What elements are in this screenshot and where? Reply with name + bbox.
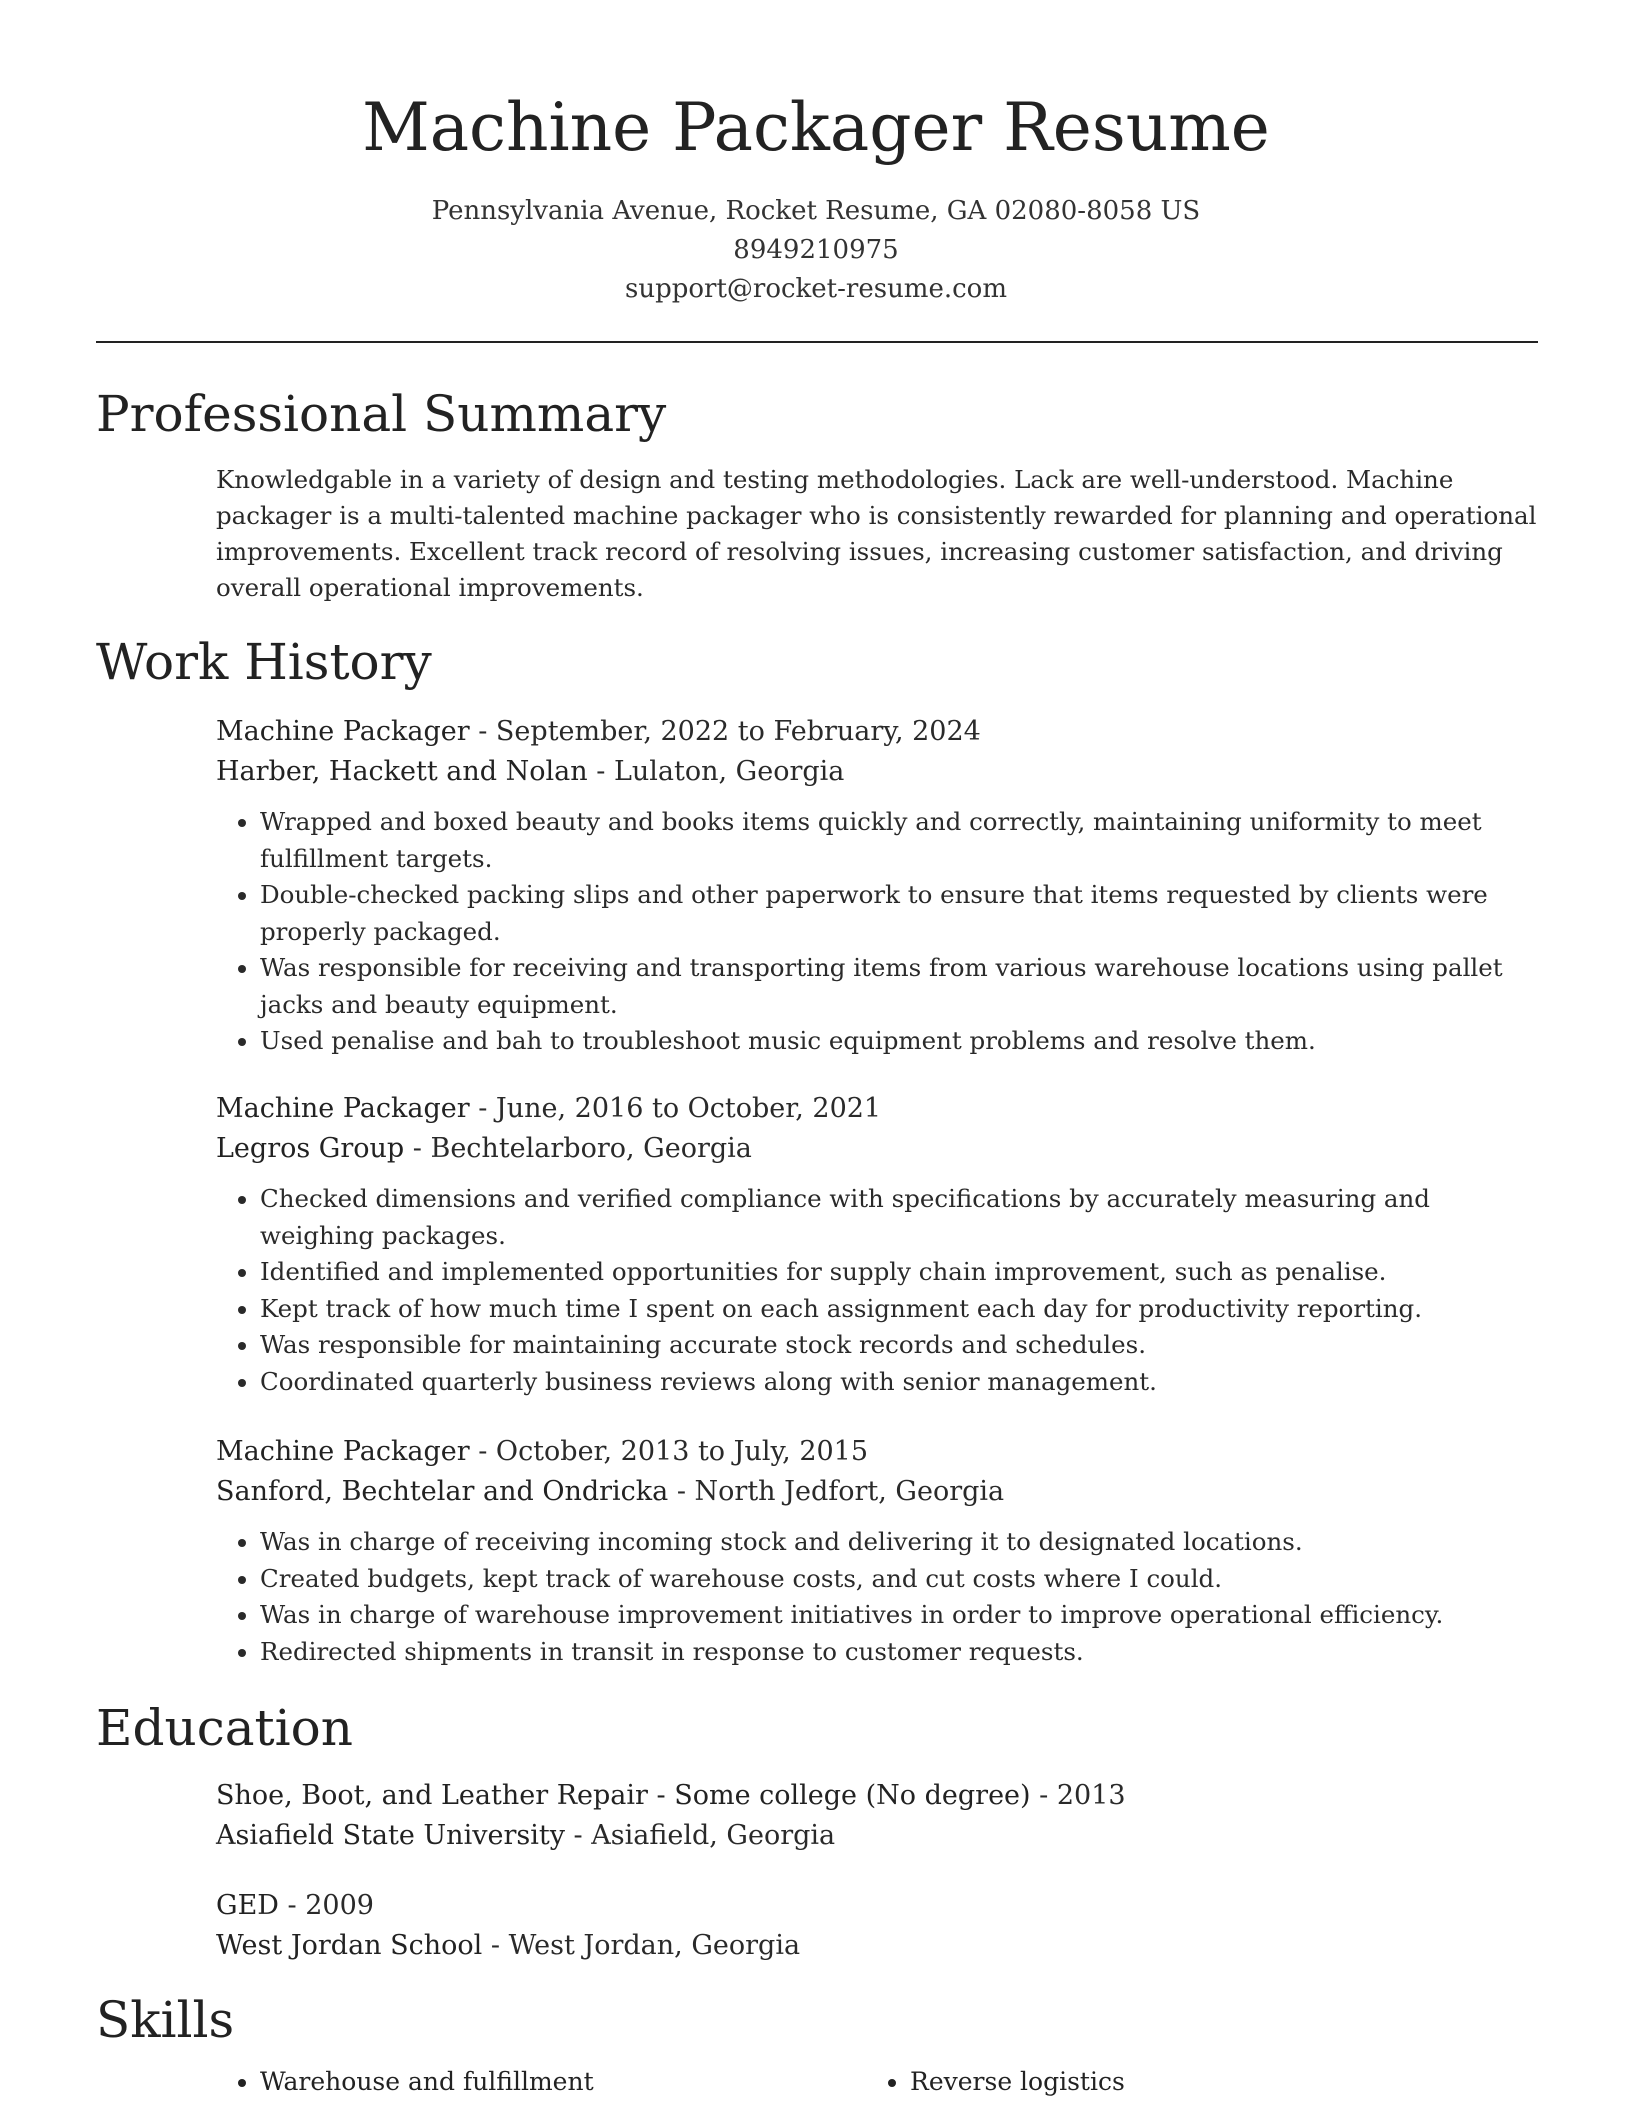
job-entry-3 bbox=[216, 1432, 1546, 1670]
skill-item: • Reverse logistics bbox=[910, 2064, 1125, 2100]
summary-section bbox=[216, 462, 1546, 606]
job-title-line bbox=[216, 1089, 1546, 1129]
job-company-line bbox=[216, 1129, 1546, 1169]
education-degree-line bbox=[216, 1776, 1546, 1816]
job-company: Harber, Hackett and Nolan bbox=[216, 756, 588, 787]
work-history-heading: Work History bbox=[96, 633, 432, 691]
list-item: • Was responsible for receiving and transporting items from various warehouse locations using pallet jacks and beauty equipment. bbox=[260, 950, 1546, 1023]
education-school: Asiafield State University bbox=[216, 1820, 565, 1851]
job-role: Machine Packager bbox=[216, 1093, 470, 1124]
skill-item: • Warehouse and fulfillment bbox=[260, 2064, 594, 2100]
education-location: - Asiafield, Georgia bbox=[564, 1820, 836, 1851]
job-company: Sanford, Bechtelar and Ondricka bbox=[216, 1476, 669, 1507]
list-item: • Kept track of how much time I spent on each assignment each day for productivity reporting. bbox=[260, 1291, 1546, 1328]
education-entry-2 bbox=[216, 1886, 1546, 1966]
job-bullets bbox=[216, 1524, 1546, 1670]
resume-header bbox=[0, 0, 1632, 309]
education-year: - 2013 bbox=[1030, 1780, 1126, 1811]
job-role: Machine Packager bbox=[216, 716, 470, 747]
job-title-line bbox=[216, 712, 1546, 752]
education-degree-line bbox=[216, 1886, 1546, 1926]
list-item: • Wrapped and boxed beauty and books items quickly and correctly, maintaining uniformity to meet fulfillment targets. bbox=[260, 804, 1546, 877]
job-dates: - September, 2022 to February, 2024 bbox=[469, 716, 981, 747]
education-entry-1 bbox=[216, 1776, 1546, 1856]
contact-email: support@rocket-resume.com bbox=[624, 274, 1007, 304]
contact-phone: 8949210975 bbox=[733, 235, 899, 265]
list-item: • Created budgets, kept track of warehouse costs, and cut costs where I could. bbox=[260, 1561, 1546, 1598]
job-bullets bbox=[216, 1181, 1546, 1400]
job-entry-1 bbox=[216, 712, 1546, 1060]
education-school-line bbox=[216, 1926, 1546, 1966]
education-school-line bbox=[216, 1816, 1546, 1856]
resume-title: Machine Packager Resume bbox=[362, 89, 1270, 166]
education-degree: Shoe, Boot, and Leather Repair - Some college (No degree) bbox=[216, 1780, 1031, 1811]
education-location: - West Jordan, Georgia bbox=[482, 1930, 801, 1961]
skills-column-left bbox=[216, 2064, 594, 2100]
list-item: • Checked dimensions and verified compliance with specifications by accurately measuring and weighing packages. bbox=[260, 1181, 1546, 1254]
list-item: • Was responsible for maintaining accurate stock records and schedules. bbox=[260, 1327, 1546, 1364]
skills-column-right bbox=[866, 2064, 1125, 2100]
list-item: • Coordinated quarterly business reviews along with senior management. bbox=[260, 1364, 1546, 1401]
job-location: - Lulaton, Georgia bbox=[587, 756, 845, 787]
list-item: • Double-checked packing slips and other paperwork to ensure that items requested by clients were properly packaged. bbox=[260, 877, 1546, 950]
list-item: • Was in charge of receiving incoming stock and delivering it to designated locations. bbox=[260, 1524, 1546, 1561]
summary-text: Knowledgable in a variety of design and testing methodologies. Lack are well-understood. Machine packager is a multi-talented machine packager who is consistently rewarded for planning and operational improvements. Excellent track record of resolving issues, increasing customer satisfaction, and driving overall operational improvements. bbox=[216, 465, 1537, 602]
education-school: West Jordan School bbox=[216, 1930, 483, 1961]
skills-heading: Skills bbox=[96, 1991, 235, 2049]
job-company: Legros Group bbox=[216, 1133, 405, 1164]
job-company-line bbox=[216, 1472, 1546, 1512]
contact-address: Pennsylvania Avenue, Rocket Resume, GA 02080-8058 US bbox=[431, 196, 1201, 226]
job-location: - Bechtelarboro, Georgia bbox=[404, 1133, 752, 1164]
education-heading: Education bbox=[96, 1699, 353, 1757]
list-item: • Was in charge of warehouse improvement initiatives in order to improve operational efficiency. bbox=[260, 1597, 1546, 1634]
education-degree: GED bbox=[216, 1890, 279, 1921]
summary-heading: Professional Summary bbox=[96, 385, 667, 443]
job-bullets bbox=[216, 804, 1546, 1060]
job-location: - North Jedfort, Georgia bbox=[668, 1476, 1005, 1507]
list-item: • Identified and implemented opportunities for supply chain improvement, such as penalise. bbox=[260, 1254, 1546, 1291]
job-dates: - October, 2013 to July, 2015 bbox=[469, 1436, 869, 1467]
job-dates: - June, 2016 to October, 2021 bbox=[469, 1093, 882, 1124]
job-entry-2 bbox=[216, 1089, 1546, 1400]
job-title-line bbox=[216, 1432, 1546, 1472]
contact-info bbox=[0, 192, 1632, 309]
list-item: • Used penalise and bah to troubleshoot music equipment problems and resolve them. bbox=[260, 1023, 1546, 1060]
education-year: - 2009 bbox=[278, 1890, 374, 1921]
header-divider bbox=[96, 341, 1538, 343]
job-role: Machine Packager bbox=[216, 1436, 470, 1467]
list-item: • Redirected shipments in transit in response to customer requests. bbox=[260, 1634, 1546, 1671]
job-company-line bbox=[216, 752, 1546, 792]
